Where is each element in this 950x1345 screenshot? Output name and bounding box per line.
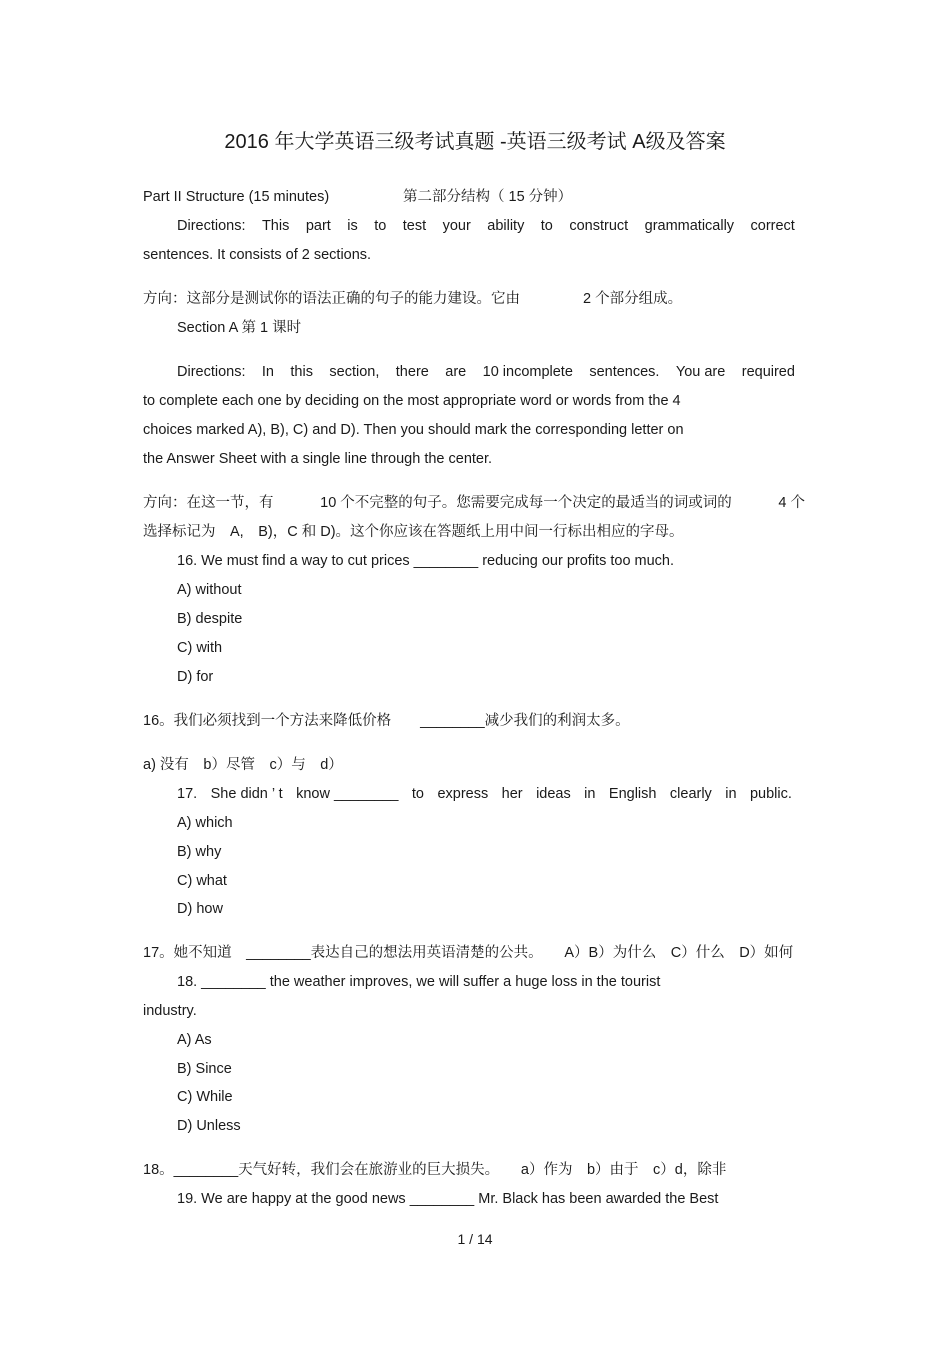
word: her [501, 786, 523, 802]
directions-2-line-3: choices marked A), B), C) and D). Then you should mark the corresponding letter on [143, 422, 684, 438]
question-translation: 18。________天气好转，我们会在旅游业的巨大损失。 a）作为 b）由于 c）d，除非 [143, 1162, 727, 1178]
question-text: 19. We are happy at the good news ________ Mr. Black has been awarded the Best [177, 1191, 719, 1207]
question-translation: 16。我们必须找到一个方法来降低价格 ________减少我们的利润太多。 [143, 713, 630, 729]
question-text: 16. We must find a way to cut prices ________ reducing our profits too much. [177, 553, 675, 569]
option-d: D) Unless [177, 1118, 241, 1134]
page-title: 2016 年大学英语三级考试真题 -英语三级考试 A级及答案 [224, 131, 726, 153]
word: Directions: [177, 364, 246, 380]
question-translation: 17。她不知道 ________表达自己的想法用英语清楚的公共。 A）B）为什么 C）什么 D）如何 [143, 945, 794, 961]
word: ideas [536, 786, 571, 802]
word: test [402, 218, 427, 234]
part-heading-cn: 第二部分结构（ 15 分钟） [403, 189, 573, 205]
word: English [608, 786, 657, 802]
option-c: C) While [177, 1089, 233, 1105]
text-segment: 方向：在这一节，有 [143, 495, 274, 511]
word: know ________ [296, 786, 399, 802]
text-segment: 10 个不完整的句子。您需要完成每一个决定的最适当的词或词的 [320, 495, 732, 511]
option-a: A) which [177, 815, 233, 831]
word: sentences. [589, 364, 660, 380]
word: is [347, 218, 358, 234]
word: in [584, 786, 596, 802]
cn-directions-2-line-1 [143, 493, 805, 513]
word: construct [569, 218, 629, 234]
question-text: 18. ________ the weather improves, we will suffer a huge loss in the tourist [177, 974, 661, 990]
cn-directions-1-left: 方向：这部分是测试你的语法正确的句子的能力建设。它由 [143, 291, 520, 307]
question-text [177, 784, 792, 804]
word: in [725, 786, 737, 802]
word: required [741, 364, 795, 380]
word: You are [675, 364, 726, 380]
option-b: B) despite [177, 611, 243, 627]
word: to [411, 786, 424, 802]
page-number: 1 / 14 [457, 1231, 493, 1247]
word: correct [750, 218, 795, 234]
part-heading-en: Part II Structure (15 minutes) [143, 189, 330, 205]
directions-2-line-4: the Answer Sheet with a single line through the center. [143, 451, 493, 467]
option-c: C) with [177, 640, 223, 656]
option-d: D) how [177, 901, 223, 917]
word: your [442, 218, 471, 234]
cn-directions-2-line-2: 选择标记为 A, B)，C 和 D)。这个你应该在答题纸上用中间一行标出相应的字母。 [143, 524, 684, 540]
option-c: C) what [177, 873, 227, 889]
word: this [290, 364, 313, 380]
word: This [261, 218, 290, 234]
directions-2-line-1 [177, 362, 795, 382]
word: to [374, 218, 387, 234]
directions-2-line-2: to complete each one by deciding on the most appropriate word or words from the 4 [143, 393, 681, 409]
word: are [445, 364, 467, 380]
word: part [305, 218, 331, 234]
word: express [437, 786, 489, 802]
section-heading: Section A 第 1 课时 [177, 320, 302, 336]
word: She didn ’ t [210, 786, 283, 802]
word: public. [749, 786, 792, 802]
word: 17. [177, 786, 198, 802]
directions-1-line-2: sentences. It consists of 2 sections. [143, 247, 372, 263]
text-segment: 4 个 [778, 495, 805, 511]
word: In [261, 364, 274, 380]
option-b: B) Since [177, 1061, 232, 1077]
options-translation: a) 没有 b）尽管 c）与 d） [143, 757, 343, 773]
word: Directions: [177, 218, 246, 234]
option-a: A) without [177, 582, 242, 598]
word: 10 incomplete [482, 364, 573, 380]
word: there [395, 364, 429, 380]
cn-directions-1-right: 2 个部分组成。 [583, 291, 683, 307]
word: to [540, 218, 553, 234]
option-d: D) for [177, 669, 214, 685]
word: clearly [669, 786, 712, 802]
word: grammatically [644, 218, 735, 234]
option-b: B) why [177, 844, 222, 860]
word: section, [329, 364, 380, 380]
question-text-continued: industry. [143, 1003, 197, 1019]
directions-1-line-1 [177, 216, 795, 236]
word: ability [487, 218, 525, 234]
option-a: A) As [177, 1032, 212, 1048]
